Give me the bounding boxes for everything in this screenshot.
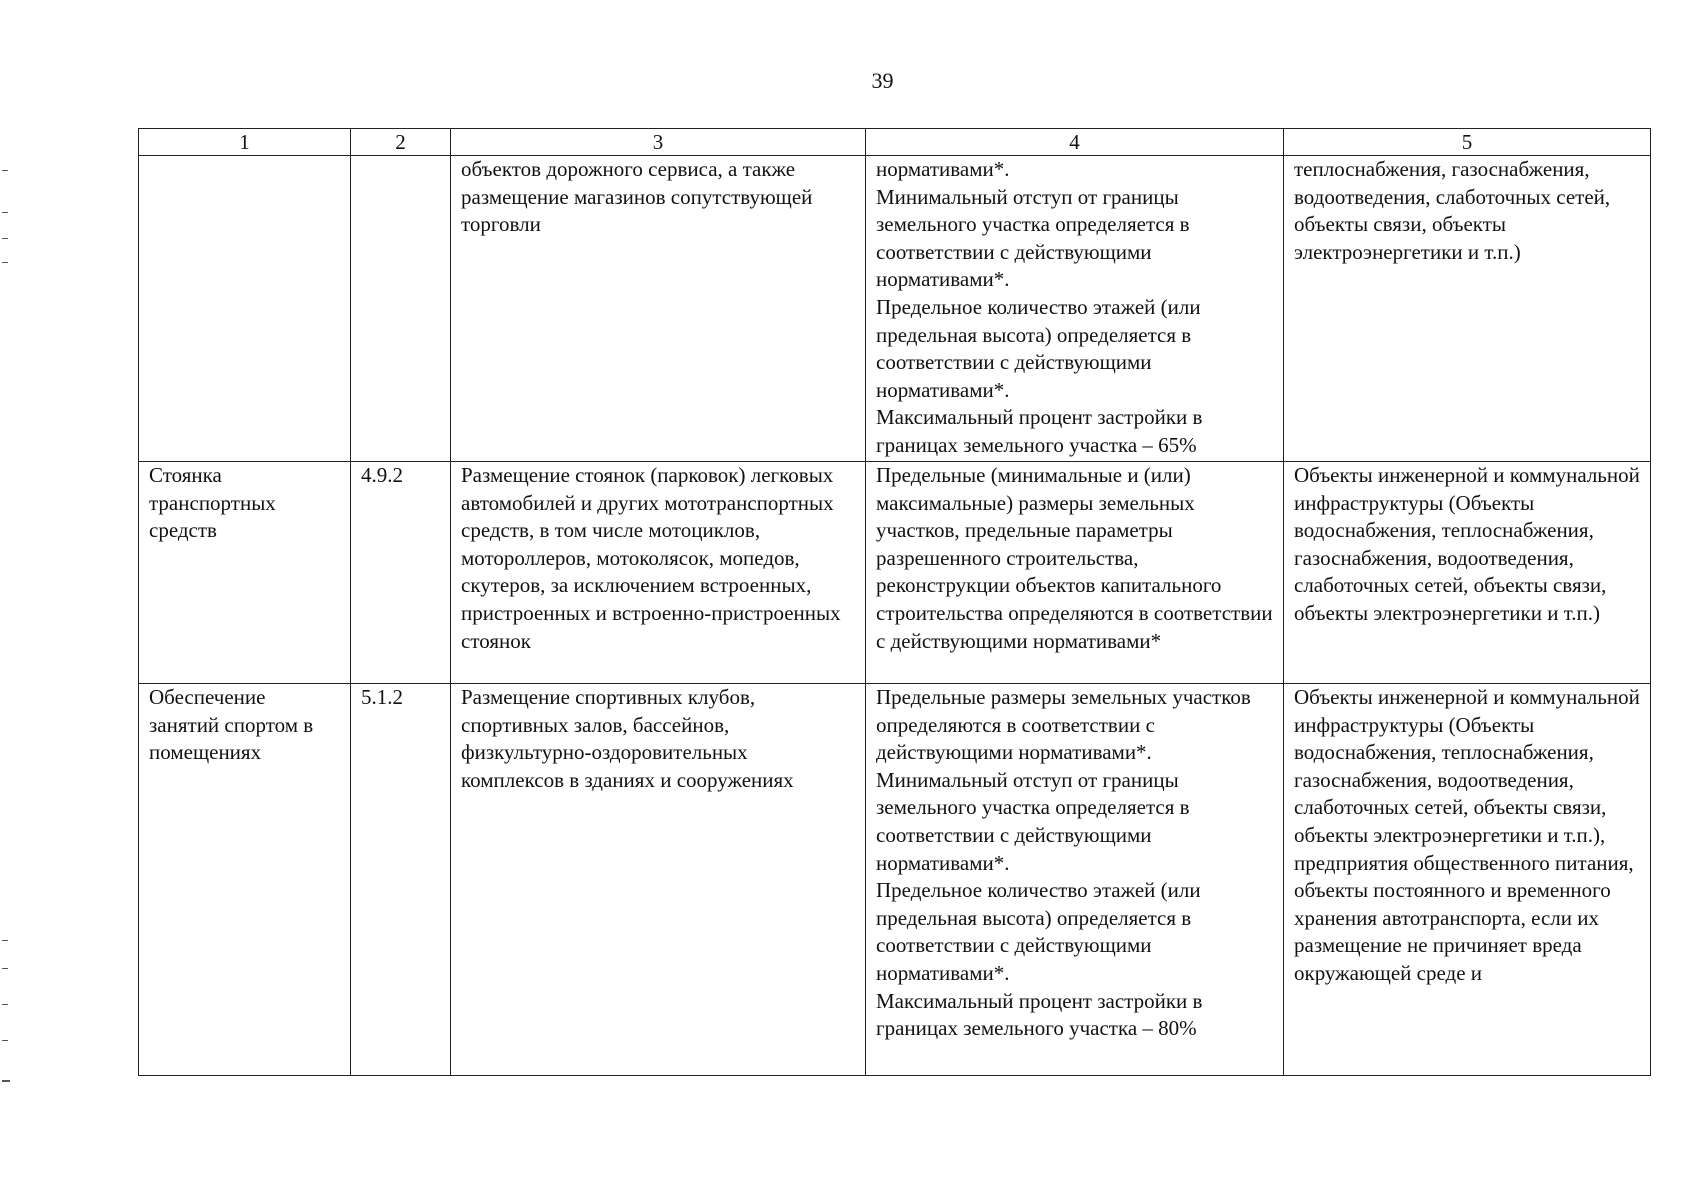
cell-code: 4.9.2: [351, 462, 451, 684]
table-row: [139, 462, 1651, 684]
cell-parameters: Предельные (минимальные и (или) максимальные) размеры земельных участков, предельные параметры разрешенного строительства, реконструкции объектов капитального строительства определяются в соответствии с действующими нормативами*: [866, 462, 1284, 684]
page-number: 39: [871, 68, 894, 93]
cell-description: Размещение стоянок (парковок) легковых автомобилей и других мототранспортных средств, в том числе мотоциклов, мотороллеров, мотоколясок, мопедов, скутеров, за исключением встроенных, пристроенных и встроенно-пристроенных стоянок: [451, 462, 866, 684]
header-col-1: 1: [139, 129, 351, 156]
table-row: [139, 156, 1651, 462]
header-col-5: 5: [1284, 129, 1651, 156]
header-col-2: 2: [351, 129, 451, 156]
cell-use-name: Обеспечение занятий спортом в помещениях: [139, 684, 351, 1076]
cell-code: [351, 156, 451, 462]
header-row: [139, 129, 1651, 156]
header-col-4: 4: [866, 129, 1284, 156]
cell-description: объектов дорожного сервиса, а также размещение магазинов сопутствующей торговли: [451, 156, 866, 462]
cell-use-name: [139, 156, 351, 462]
cell-parameters: нормативами*. Минимальный отступ от границы земельного участка определяется в соответствии с действующими нормативами*. Предельное количество этажей (или предельная высота) определяется в соответствии с действующими нормативами*. Максимальный процент застройки в границах земельного участка – 65%: [866, 156, 1284, 462]
cell-use-name: Стоянка транспортных средств: [139, 462, 351, 684]
scan-edge-marks: [2, 0, 10, 1200]
cell-description: Размещение спортивных клубов, спортивных залов, бассейнов, физкультурно-оздоровительных комплексов в зданиях и сооружениях: [451, 684, 866, 1076]
cell-permitted-objects: Объекты инженерной и коммунальной инфраструктуры (Объекты водоснабжения, теплоснабжения, газоснабжения, водоотведения, слаботочных сетей, объекты связи, объекты электроэнергетики и т.п.): [1284, 462, 1651, 684]
cell-code: 5.1.2: [351, 684, 451, 1076]
table-row: [139, 684, 1651, 1076]
cell-permitted-objects: теплоснабжения, газоснабжения, водоотведения, слаботочных сетей, объекты связи, объекты электроэнергетики и т.п.): [1284, 156, 1651, 462]
cell-permitted-objects: Объекты инженерной и коммунальной инфраструктуры (Объекты водоснабжения, теплоснабжения, газоснабжения, водоотведения, слаботочных сетей, объекты связи, объекты электроэнергетики и т.п.), предприятия общественного питания, объекты постоянного и временного хранения автотранспорта, если их размещение не причиняет вреда окружающей среде и: [1284, 684, 1651, 1076]
header-col-3: 3: [451, 129, 866, 156]
cell-parameters: Предельные размеры земельных участков определяются в соответствии с действующими нормативами*. Минимальный отступ от границы земельного участка определяется в соответствии с действующими нормативами*. Предельное количество этажей (или предельная высота) определяется в соответствии с действующими нормативами*. Максимальный процент застройки в границах земельного участка – 80%: [866, 684, 1284, 1076]
land-use-table: [138, 128, 1651, 1076]
